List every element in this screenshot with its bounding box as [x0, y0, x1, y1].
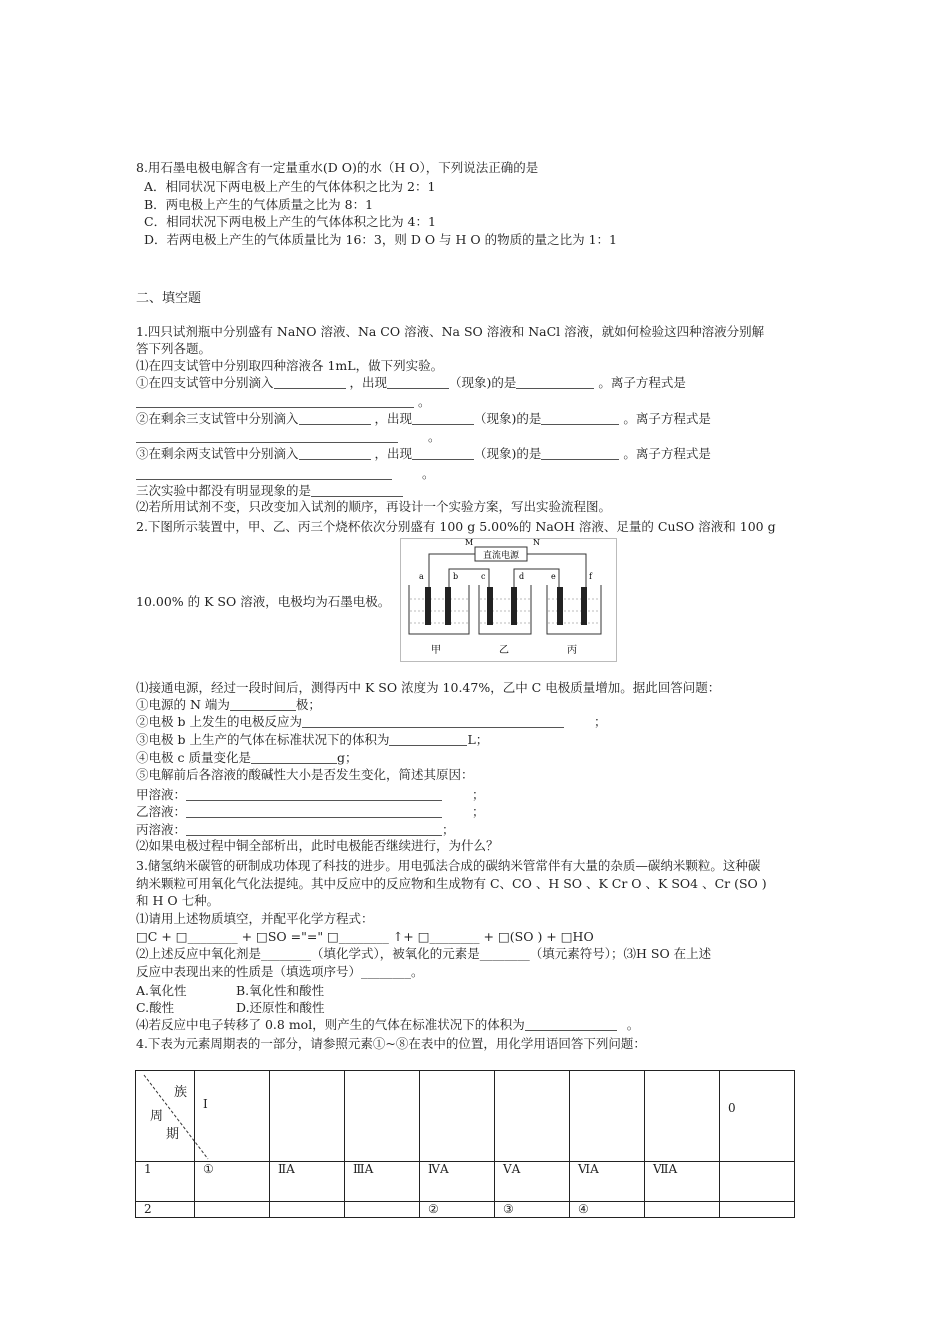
- q4-end: g；: [336, 750, 358, 765]
- table-cell: 1: [136, 1162, 195, 1202]
- table-cell: ⅦA: [645, 1162, 720, 1202]
- table-cell: [195, 1202, 270, 1218]
- p2-yi: [136, 804, 485, 820]
- label-d: d: [519, 572, 525, 581]
- blank[interactable]: [186, 805, 442, 818]
- p2-line2: 10.00% 的 K SO 溶液，电极均为石墨电极。: [136, 594, 391, 609]
- semi: ；: [472, 804, 485, 819]
- table-cell: [345, 1202, 420, 1218]
- p1-step1-eq[interactable]: [136, 394, 431, 410]
- table-cell: [720, 1162, 795, 1202]
- bing-label: 丙溶液：: [136, 822, 187, 837]
- table-cell: 0: [720, 1071, 795, 1162]
- p2-q2: [136, 714, 606, 730]
- q3-label: ③电极 b 上生产的气体在标准状况下的体积为: [136, 732, 390, 747]
- beaker-bing: 丙: [567, 645, 577, 656]
- period: 。: [418, 394, 431, 409]
- table-cell: [645, 1071, 720, 1162]
- table-cell: ④: [570, 1202, 645, 1218]
- p3-line1: 3.储氢纳米碳管的研制成功体现了科技的进步。用电弧法合成的碳纳米管常伴有大量的杂质—碳纳米颗粒。这种碳: [136, 858, 761, 873]
- q8-option-d: D．若两电极上产生的气体质量比为 16：3，则 D O 与 H O 的物质的量之比为 1：1: [144, 232, 617, 247]
- p1-step1: [136, 375, 686, 391]
- table-cell: ⅥA: [570, 1162, 645, 1202]
- appear-label: ，出现: [374, 446, 413, 461]
- table-cell: [420, 1071, 495, 1162]
- phen-label: （现象)的是: [474, 446, 542, 461]
- table-cell: [495, 1071, 570, 1162]
- period: 。: [422, 466, 435, 481]
- blank[interactable]: [516, 376, 594, 389]
- periodic-table: [135, 1070, 795, 1218]
- table-cell: [645, 1202, 720, 1218]
- q1-end: 极；: [295, 697, 321, 712]
- p1-step3-eq[interactable]: [136, 466, 435, 482]
- p1-line3: ⑴在四支试管中分别取四种溶液各 1mL，做下列实验。: [136, 358, 444, 373]
- beaker-jia: 甲: [431, 645, 441, 656]
- blank[interactable]: [412, 412, 474, 425]
- semi: ；: [472, 787, 485, 802]
- label-m: M: [465, 539, 474, 547]
- p3-option-b: B.氧化性和酸性: [236, 983, 325, 998]
- label-c: c: [481, 572, 486, 581]
- table-cell: ②: [420, 1202, 495, 1218]
- p1-line2: 答下列各题。: [136, 341, 212, 356]
- label-e: e: [551, 572, 556, 581]
- p2-line1: 2.下图所示装置中，甲、乙、丙三个烧杯依次分别盛有 100 g 5.00%的 NaOH 溶液、足量的 CuSO 溶液和 100 g: [136, 519, 776, 534]
- table-corner: [136, 1071, 195, 1162]
- table-cell: [270, 1071, 345, 1162]
- table-cell: 2: [136, 1202, 195, 1218]
- blank[interactable]: [389, 733, 467, 746]
- p1-step2: [136, 411, 711, 427]
- sub4-label: ⑷若反应中电子转移了 0.8 mol，则产生的气体在标准状况下的体积为: [136, 1017, 525, 1032]
- sub4-end: 。: [626, 1017, 640, 1032]
- hdr-zhou: 周: [150, 1109, 164, 1124]
- p2-q4: [136, 750, 357, 766]
- blank[interactable]: [525, 1018, 617, 1031]
- section-title: 二、填空题: [136, 291, 202, 306]
- ion-label: 。离子方程式是: [623, 411, 711, 426]
- power-label: 直流电源: [482, 551, 520, 561]
- table-cell: ③: [495, 1202, 570, 1218]
- nochange-label: 三次实验中都没有明显现象的是: [136, 483, 312, 498]
- p3-equation: □C + □________ + □SO ="=" □________ ↑+ □________ + □(SO ) + □HO: [136, 929, 594, 944]
- ion-label: 。离子方程式是: [598, 375, 686, 390]
- blank[interactable]: [541, 412, 619, 425]
- p3-line2: 纳米颗粒可用氧化气化法提纯。其中反应中的反应物和生成物有 C、CO 、H SO 、K Cr O 、K SO4 、Cr (SO ): [136, 876, 767, 891]
- blank[interactable]: [186, 823, 442, 836]
- blank[interactable]: [230, 698, 296, 711]
- p1-step2-eq[interactable]: [136, 429, 441, 445]
- yi-label: 乙溶液：: [136, 804, 187, 819]
- beaker-yi: 乙: [499, 645, 509, 656]
- p1-step3: [136, 446, 711, 462]
- table-cell: [270, 1202, 345, 1218]
- table-cell: [345, 1071, 420, 1162]
- ion-label: 。离子方程式是: [623, 446, 711, 461]
- p4-line1: 4.下表为元素周期表的一部分，请参照元素①~⑧在表中的位置，用化学用语回答下列问题：: [136, 1036, 646, 1051]
- phen-label: （现象)的是: [474, 411, 542, 426]
- blank[interactable]: [387, 376, 449, 389]
- q1-label: ①电源的 N 端为: [136, 697, 230, 712]
- q2-label: ②电极 b 上发生的电极反应为: [136, 714, 302, 729]
- p2-q3: [136, 732, 488, 748]
- table-cell: ⅡA: [270, 1162, 345, 1202]
- label-f: f: [589, 572, 592, 581]
- p2-q1: [136, 697, 321, 713]
- p2-jia: [136, 787, 485, 803]
- q8-option-b: B．两电极上产生的气体质量之比为 8：1: [144, 197, 374, 212]
- jia-label: 甲溶液：: [136, 787, 187, 802]
- step3-label: ③在剩余两支试管中分别滴入: [136, 446, 299, 461]
- p3-sub2b: 反应中表现出来的性质是（填选项序号）________。: [136, 964, 424, 979]
- table-cell: ⅣA: [420, 1162, 495, 1202]
- p3-sub4: [136, 1017, 639, 1033]
- p2-sub2: ⑵如果电极过程中铜全部析出，此时电极能否继续进行，为什么？: [136, 838, 499, 853]
- blank[interactable]: [251, 751, 337, 764]
- q4-label: ④电极 c 质量变化是: [136, 750, 251, 765]
- table-cell: [570, 1071, 645, 1162]
- p3-option-a: A.氧化性: [136, 983, 187, 998]
- blank[interactable]: [302, 715, 564, 728]
- p1-nochange: [136, 483, 403, 499]
- p1-part2: ⑵若所用试剂不变，只改变加入试剂的顺序，再设计一个实验方案，写出实验流程图。: [136, 499, 612, 514]
- period: 。: [428, 429, 441, 444]
- p2-q5: ⑤电解前后各溶液的酸碱性大小是否发生变化，简述其原因：: [136, 767, 474, 782]
- q2-end: ；: [593, 714, 607, 729]
- q3-end: L；: [467, 732, 489, 747]
- blank[interactable]: [274, 376, 346, 389]
- p1-line1: 1.四只试剂瓶中分别盛有 NaNO 溶液、Na CO 溶液、Na SO 溶液和 NaCl 溶液，就如何检验这四种溶液分别解: [136, 324, 765, 339]
- p3-line3: 和 H O 七种。: [136, 893, 220, 908]
- appear-label: ，出现: [349, 375, 388, 390]
- blank[interactable]: [299, 412, 371, 425]
- table-cell: ⅢA: [345, 1162, 420, 1202]
- q8-title: 8.用石墨电极电解含有一定量重水(D O)的水（H O），下列说法正确的是: [136, 160, 539, 175]
- label-a: a: [419, 572, 424, 581]
- step1-label: ①在四支试管中分别滴入: [136, 375, 274, 390]
- label-b: b: [453, 572, 459, 581]
- label-n: N: [533, 539, 540, 547]
- phen-label: （现象)的是: [449, 375, 517, 390]
- table-cell: I: [195, 1071, 270, 1162]
- appear-label: ，出现: [374, 411, 413, 426]
- q8-option-a: A．相同状况下两电极上产生的气体体积之比为 2：1: [144, 179, 436, 194]
- blank[interactable]: [412, 447, 474, 460]
- blank[interactable]: [186, 788, 442, 801]
- hdr-zu: 族: [174, 1085, 188, 1100]
- semi: ；: [442, 822, 455, 837]
- p3-option-d: D.还原性和酸性: [236, 1000, 325, 1015]
- p3-option-c: C.酸性: [136, 1000, 175, 1015]
- step2-label: ②在剩余三支试管中分别滴入: [136, 411, 299, 426]
- blank[interactable]: [541, 447, 619, 460]
- blank[interactable]: [299, 447, 371, 460]
- table-cell: ⅤA: [495, 1162, 570, 1202]
- p3-sub2: ⑵上述反应中氧化剂是________（填化学式），被氧化的元素是________（填元素符号）；⑶H SO 在上述: [136, 946, 712, 961]
- electrolysis-figure: [400, 538, 617, 662]
- p3-sub1: ⑴请用上述物质填空，并配平化学方程式：: [136, 911, 374, 926]
- hdr-qi: 期: [166, 1127, 180, 1142]
- table-cell: [720, 1202, 795, 1218]
- p2-bing: [136, 822, 455, 838]
- table-cell: ①: [195, 1162, 270, 1202]
- q8-option-c: C．相同状况下两电极上产生的气体体积之比为 4：1: [144, 214, 436, 229]
- p2-sub1: ⑴接通电源，经过一段时间后，测得丙中 K SO 浓度为 10.47%，乙中 C 电极质量增加。据此回答问题：: [136, 680, 721, 695]
- blank[interactable]: [311, 484, 403, 497]
